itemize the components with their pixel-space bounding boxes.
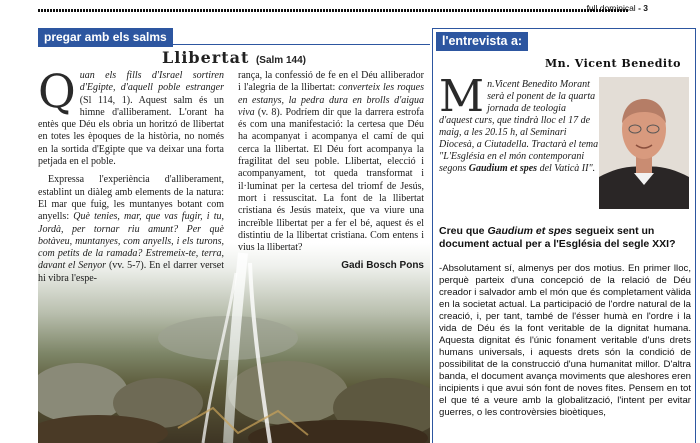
drop-cap: Q bbox=[38, 64, 76, 118]
title-text: Llibertat bbox=[162, 48, 250, 67]
interviewee-photo bbox=[599, 77, 689, 209]
interview-question bbox=[439, 225, 691, 250]
paragraph-text: (vv. 5-7). En el darrer verset hi vibra l'espe- bbox=[38, 260, 224, 284]
psalm-reference: (Salm 144) bbox=[255, 55, 306, 66]
paragraph-3 bbox=[238, 70, 424, 254]
document-title: Gaudium et spes bbox=[468, 163, 538, 174]
page-number-value: - 3 bbox=[638, 3, 648, 13]
publication-name: full dominical bbox=[586, 3, 636, 13]
header-rule bbox=[38, 9, 628, 12]
document-title: Gaudium et spes bbox=[487, 225, 573, 237]
paragraph-text: (Sl 114, 1). Aquest salm és un himne d'alliberament. L'orant ha entès que Déu els obria un horitzó de llibertat en totes les èpoques de la història, no només en la sortida d'Egipte que va deixar una forta petjada en el poble. bbox=[38, 94, 224, 168]
intro-text: n.Vicent Benedito Morant serà el ponent de la quarta jornada de teologia d'aquest curs, que tindrà lloc el 17 de maig, a les 20.15 h, al Seminari Diocesà, a Ciutadella. Tractarà el tema "L'Església en el món contemporani segons bbox=[439, 79, 599, 174]
interview-intro bbox=[439, 71, 601, 175]
quote-text: Què tenies, mar, que vas fugir, i tu, Jordà, per tornar riu amunt? Per què botàveu, muntanyes, com anyells, i els turons, com petits de la ramada? Estremeix-te, terra, davant el Senyor bbox=[38, 211, 225, 272]
intro-text-end: del Vaticà II". bbox=[537, 163, 596, 174]
drop-cap: M bbox=[439, 71, 485, 122]
question-text-end: segueix sent un document actual per a l'Església del segle XXI? bbox=[439, 225, 676, 250]
question-text: Creu que bbox=[439, 225, 488, 237]
section-divider bbox=[38, 44, 430, 45]
page-header bbox=[0, 0, 700, 22]
page-number bbox=[587, 3, 648, 13]
paragraph-1 bbox=[38, 64, 224, 168]
paragraph-text: (v. 8). Podríem dir que la darrera estrofa és com una manifestació: la certesa que Déu ha acompanyat i acompanya el camí de qui cerca la llibertat. El Déu fort acompanya la fragilitat del seu poble. Llibertat, elecció i acompanyament, tot queda transformat i il·luminat per la certesa del triomf de Jesús, mort i ressuscitat. La font de la llibertat cristiana és Jesús mateix, que va viure una increïble llibertat per a fer el bé, aquest és el distintiu de la llibertat cristiana. Com entens i vius la llibertat? bbox=[238, 106, 424, 254]
section-label: pregar amb els salms bbox=[38, 28, 173, 47]
interview-box bbox=[432, 28, 696, 443]
article-title bbox=[38, 48, 430, 67]
interview-label: l'entrevista a: bbox=[436, 32, 528, 51]
psalm-article bbox=[38, 28, 430, 443]
quote-text: converteix les roques en estanys, la pedra dura en brolls d'aigua viva bbox=[238, 82, 424, 118]
paragraph-text: rança, la confessió de fe en el Déu alliberador i l'alegria de la llibertat: bbox=[238, 70, 424, 94]
article-column-2 bbox=[238, 70, 424, 273]
interviewee-name: Mn. Vicent Benedito bbox=[544, 57, 681, 70]
paragraph-text: Expressa l'experiència d'alliberament, establint un diàleg amb elements de la natura: El mar que fuig, les muntanyes botant com anyells: bbox=[38, 174, 224, 223]
paragraph-2 bbox=[38, 174, 224, 285]
author-name: Gadi Bosch Pons bbox=[341, 260, 424, 272]
article-column-1 bbox=[38, 64, 225, 291]
interview-answer: -Absolutament sí, almenys per dos motius. En primer lloc, perquè parteix d'una concepció de la relació de Déu creador i salvador amb el món que és completament vàlida en la societat actual. La participació de l'ordre natural de la creació, i, per tant, també de l'ésser humà en l'ordre i la vida de Déu és la font veritable de la dignitat humana. Aquesta dignitat és l'únic fonament veritable d'uns drets humans universals, i aquests drets són la condició de possibilitat de la construcció d'una humanitat millor. D'altra banda, el document avança moviments que aleshores eren incipients i que avui són font de noves fites. Pensem en tot el que té a veure amb la globalització, l'intent per evitar guerres, o les controvèrsies bioètiques, bbox=[439, 263, 691, 418]
quote-text: uan els fills d'Israel sortiren d'Egipte, d'aquell poble estranger bbox=[79, 70, 224, 94]
